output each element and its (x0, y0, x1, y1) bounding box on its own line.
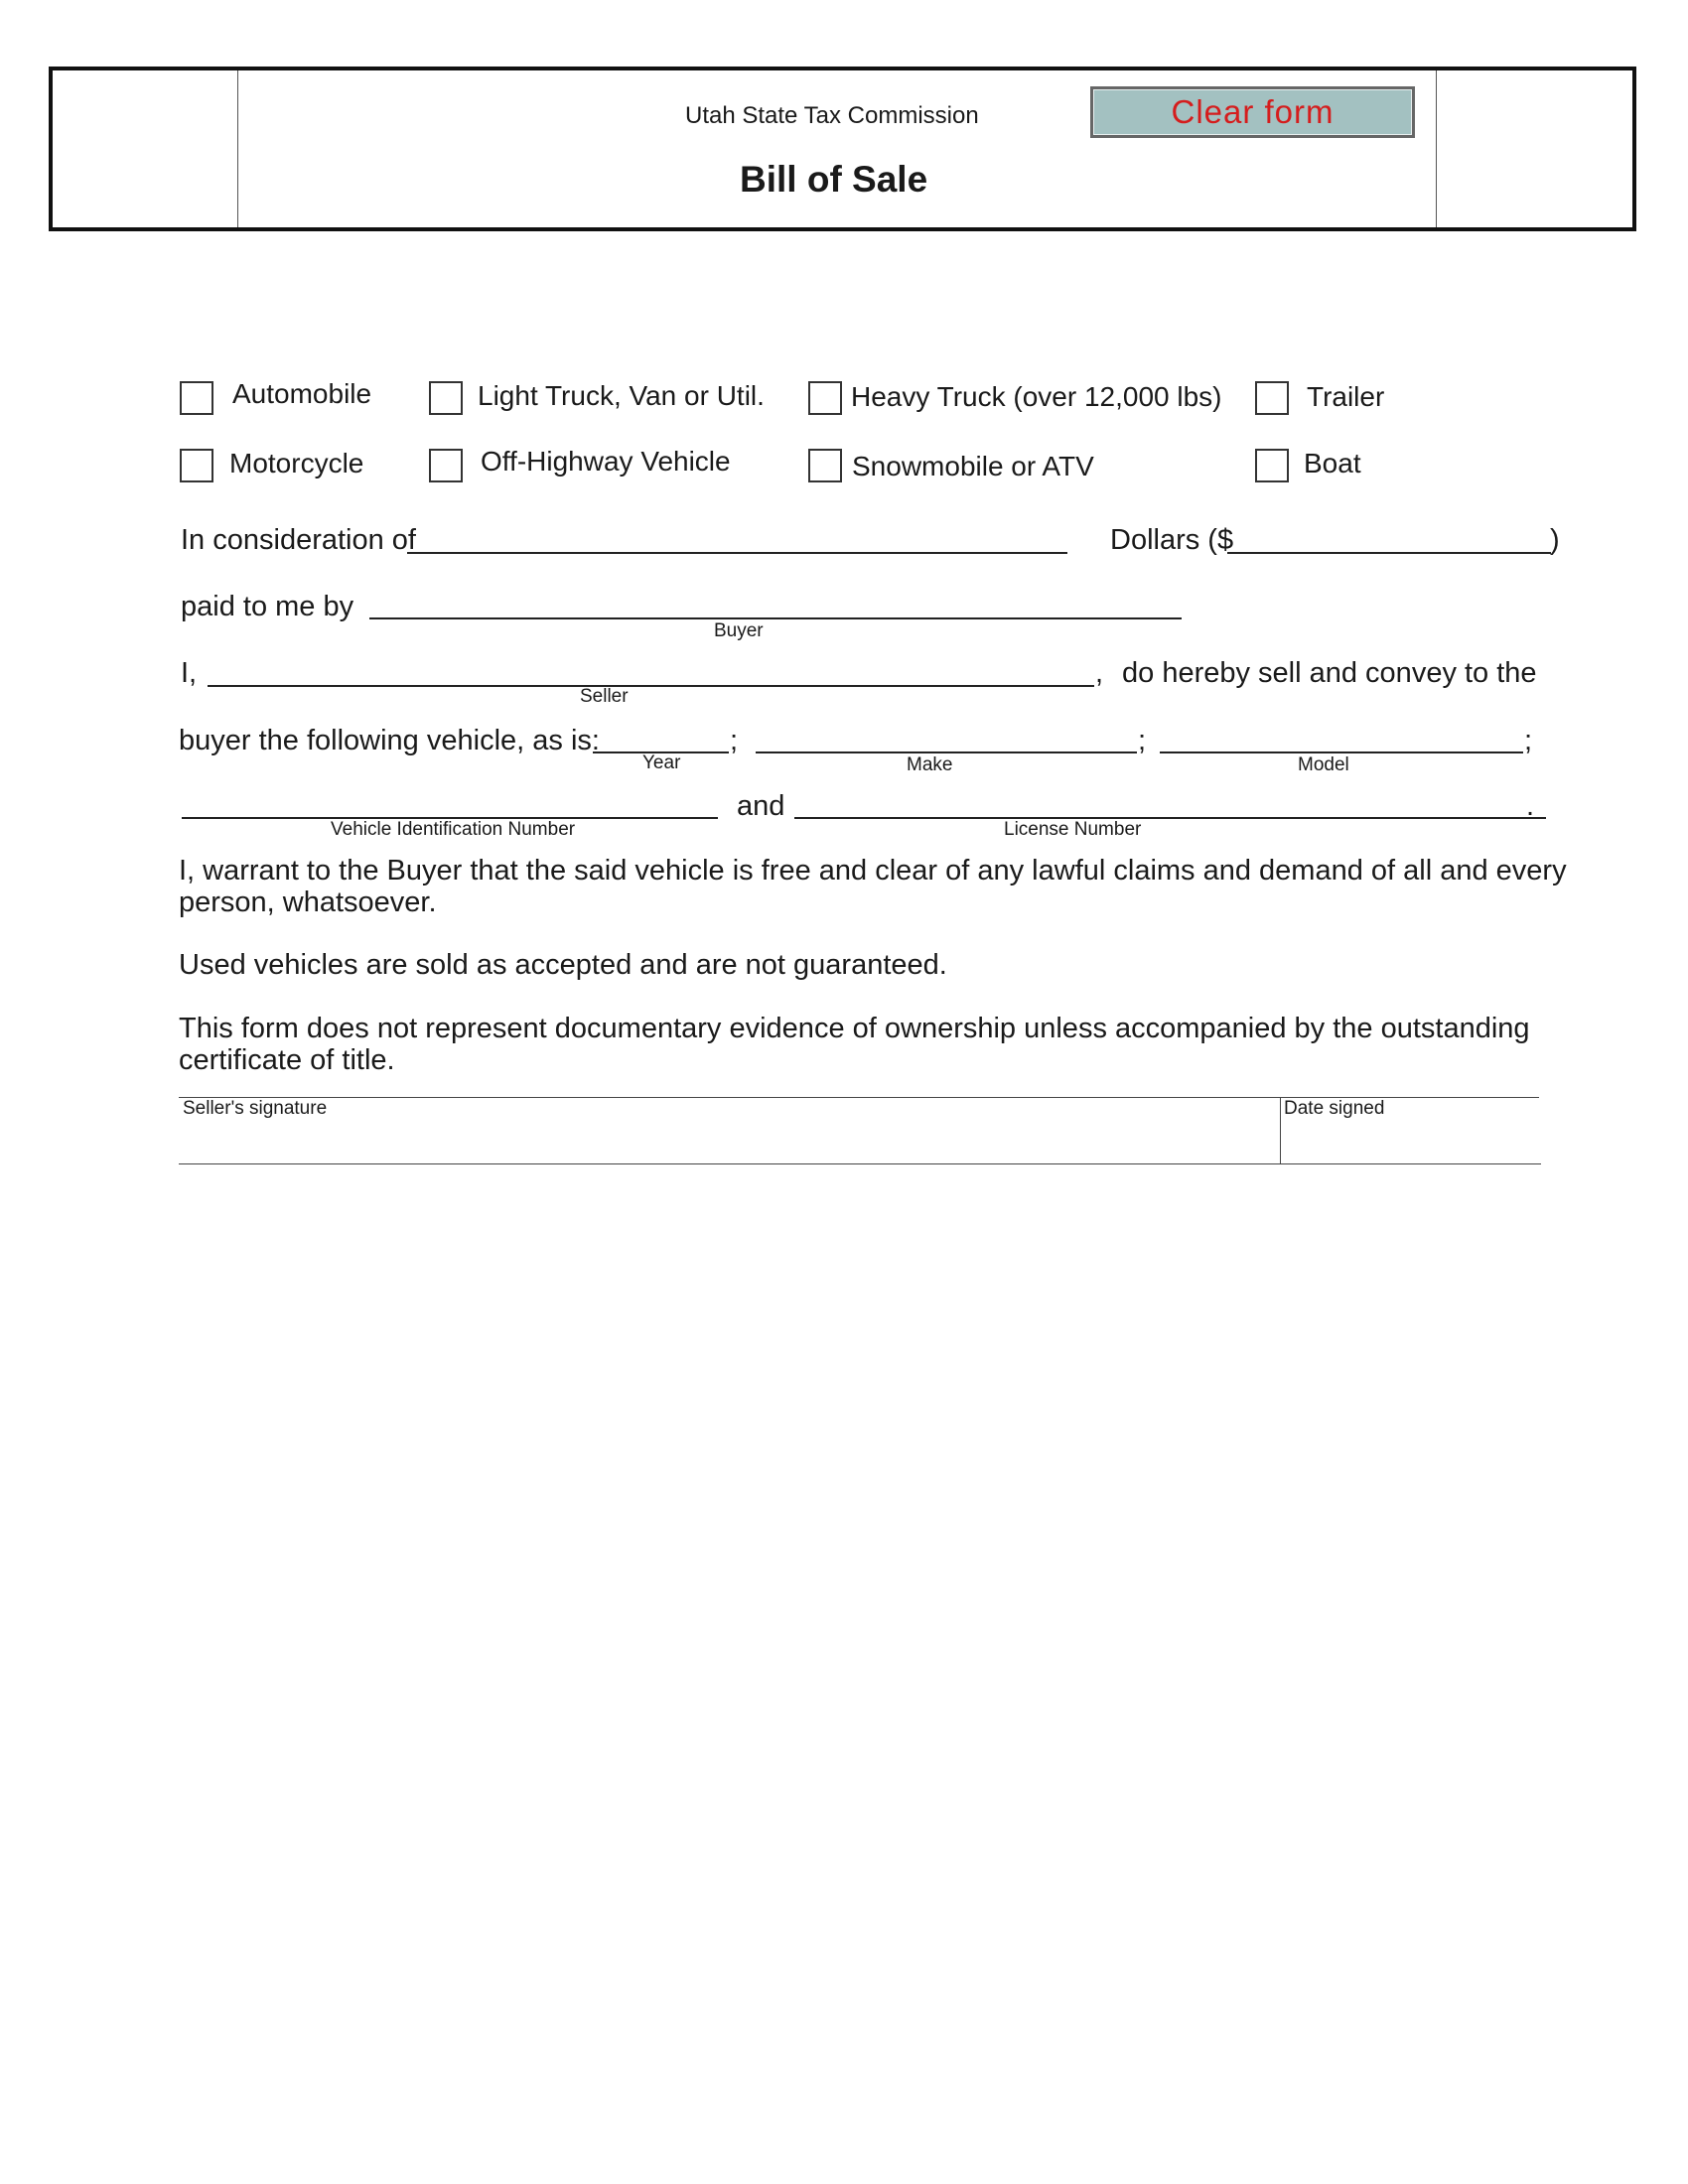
date-signed-label: Date signed (1284, 1098, 1385, 1119)
heavy-truck-label: Heavy Truck (over 12,000 lbs) (851, 381, 1222, 412)
agency-name: Utah State Tax Commission (685, 102, 979, 129)
i-label: I, (181, 657, 198, 689)
and-label: and (737, 790, 785, 822)
seller-comma: , (1095, 657, 1104, 689)
make-caption: Make (907, 754, 953, 775)
light-truck-checkbox[interactable] (429, 381, 463, 415)
automobile-label: Automobile (232, 378, 372, 409)
snowmobile-atv-label: Snowmobile or ATV (852, 451, 1094, 481)
following-label: buyer the following vehicle, as is: (179, 725, 600, 756)
model-semicolon: ; (1524, 725, 1533, 756)
license-caption: License Number (1004, 819, 1142, 840)
header-right-divider (1436, 70, 1437, 227)
year-caption: Year (642, 752, 681, 773)
off-highway-label: Off-Highway Vehicle (481, 446, 731, 477)
dollars-amount-field[interactable] (1227, 552, 1551, 554)
heavy-truck-checkbox[interactable] (808, 381, 842, 415)
make-semicolon: ; (1138, 725, 1147, 756)
model-caption: Model (1298, 754, 1349, 775)
buyer-caption: Buyer (714, 620, 764, 641)
warranty-statement: I, warrant to the Buyer that the said vehicle is free and clear of any lawful claims and demand of all and every person, whatsoever. (179, 855, 1567, 918)
seller-signature-field[interactable] (179, 1098, 1280, 1162)
motorcycle-checkbox[interactable] (180, 449, 213, 482)
license-period: . (1526, 790, 1535, 822)
off-highway-checkbox[interactable] (429, 449, 463, 482)
seller-name-field[interactable] (208, 685, 1094, 687)
license-field[interactable] (794, 817, 1546, 819)
convey-text: do hereby sell and convey to the (1122, 657, 1537, 689)
motorcycle-label: Motorcycle (229, 448, 364, 478)
boat-checkbox[interactable] (1255, 449, 1289, 482)
close-paren: ) (1550, 524, 1560, 556)
signature-bottom-rule (179, 1163, 1541, 1164)
clear-form-button[interactable]: Clear form (1090, 86, 1415, 138)
consideration-label: In consideration of (181, 524, 416, 556)
buyer-name-field[interactable] (369, 617, 1182, 619)
seller-signature-label: Seller's signature (183, 1098, 328, 1119)
year-semicolon: ; (730, 725, 739, 756)
page-title: Bill of Sale (740, 159, 928, 200)
vin-caption: Vehicle Identification Number (331, 819, 576, 840)
trailer-label: Trailer (1307, 381, 1385, 412)
header-left-divider (237, 70, 238, 227)
light-truck-label: Light Truck, Van or Util. (478, 380, 765, 411)
automobile-checkbox[interactable] (180, 381, 213, 415)
trailer-checkbox[interactable] (1255, 381, 1289, 415)
date-signed-field[interactable] (1282, 1098, 1540, 1162)
make-field[interactable] (756, 751, 1137, 753)
boat-label: Boat (1304, 448, 1361, 478)
snowmobile-atv-checkbox[interactable] (808, 449, 842, 482)
ownership-statement: This form does not represent documentary evidence of ownership unless accompanied by the outstanding certificate of title. (179, 1013, 1530, 1076)
used-vehicle-statement: Used vehicles are sold as accepted and are not guaranteed. (179, 949, 947, 981)
model-field[interactable] (1160, 751, 1523, 753)
signature-divider (1280, 1097, 1281, 1163)
paid-label: paid to me by (181, 591, 354, 622)
consideration-amount-field[interactable] (407, 552, 1067, 554)
dollars-label: Dollars ($ (1110, 524, 1234, 556)
seller-caption: Seller (580, 686, 629, 707)
